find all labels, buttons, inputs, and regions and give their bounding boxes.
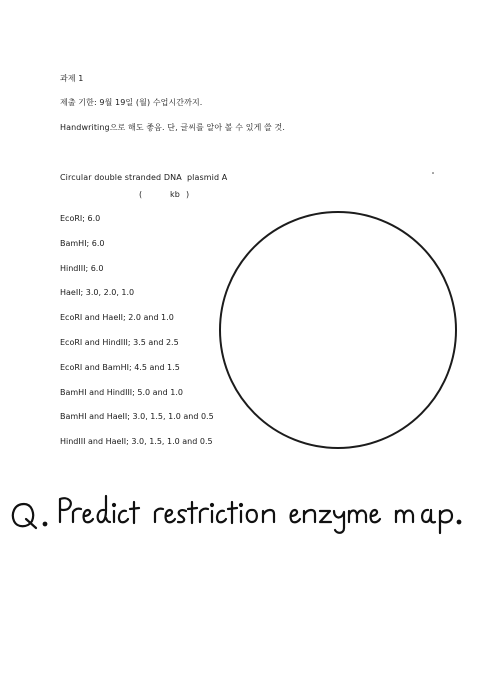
digest-item: EcoRI and BamHI; 4.5 and 1.5 bbox=[60, 362, 180, 372]
digest-item: HindIII; 6.0 bbox=[60, 263, 104, 273]
assignment-title: 과제 1 bbox=[60, 74, 84, 83]
size-open-paren: ( bbox=[139, 190, 143, 199]
digest-list bbox=[60, 214, 214, 462]
digest-item: HindIII and HaeII; 3.0, 1.5, 1.0 and 0.5 bbox=[60, 437, 213, 447]
plasmid-name: plasmid A bbox=[187, 173, 228, 182]
plasmid-description: Circular double stranded DNA bbox=[60, 173, 182, 182]
digest-item: EcoRI and HaeII; 2.0 and 1.0 bbox=[60, 313, 174, 323]
digest-item: HaeII; 3.0, 2.0, 1.0 bbox=[60, 288, 135, 298]
deadline-text: 제출 기한: 9월 19일 (월) 수업시간까지. bbox=[60, 98, 203, 107]
digest-item: BamHI; 6.0 bbox=[60, 238, 105, 248]
digest-item: EcoRI and HindIII; 3.5 and 2.5 bbox=[60, 337, 179, 347]
plasmid-map-circle bbox=[219, 211, 457, 449]
size-unit: kb bbox=[170, 190, 180, 199]
digest-item: BamHI and HindIII; 5.0 and 1.0 bbox=[60, 387, 183, 397]
digest-item: EcoRI; 6.0 bbox=[60, 214, 101, 223]
handwritten-question bbox=[0, 478, 495, 538]
size-close-paren: ) bbox=[186, 190, 190, 199]
stray-dot bbox=[432, 172, 434, 174]
digest-item: BamHI and HaeII; 3.0, 1.5, 1.0 and 0.5 bbox=[60, 412, 214, 422]
handwriting-note: Handwriting으로 해도 좋음. 단, 글씨를 알아 볼 수 있게 쓸 것. bbox=[60, 123, 285, 132]
